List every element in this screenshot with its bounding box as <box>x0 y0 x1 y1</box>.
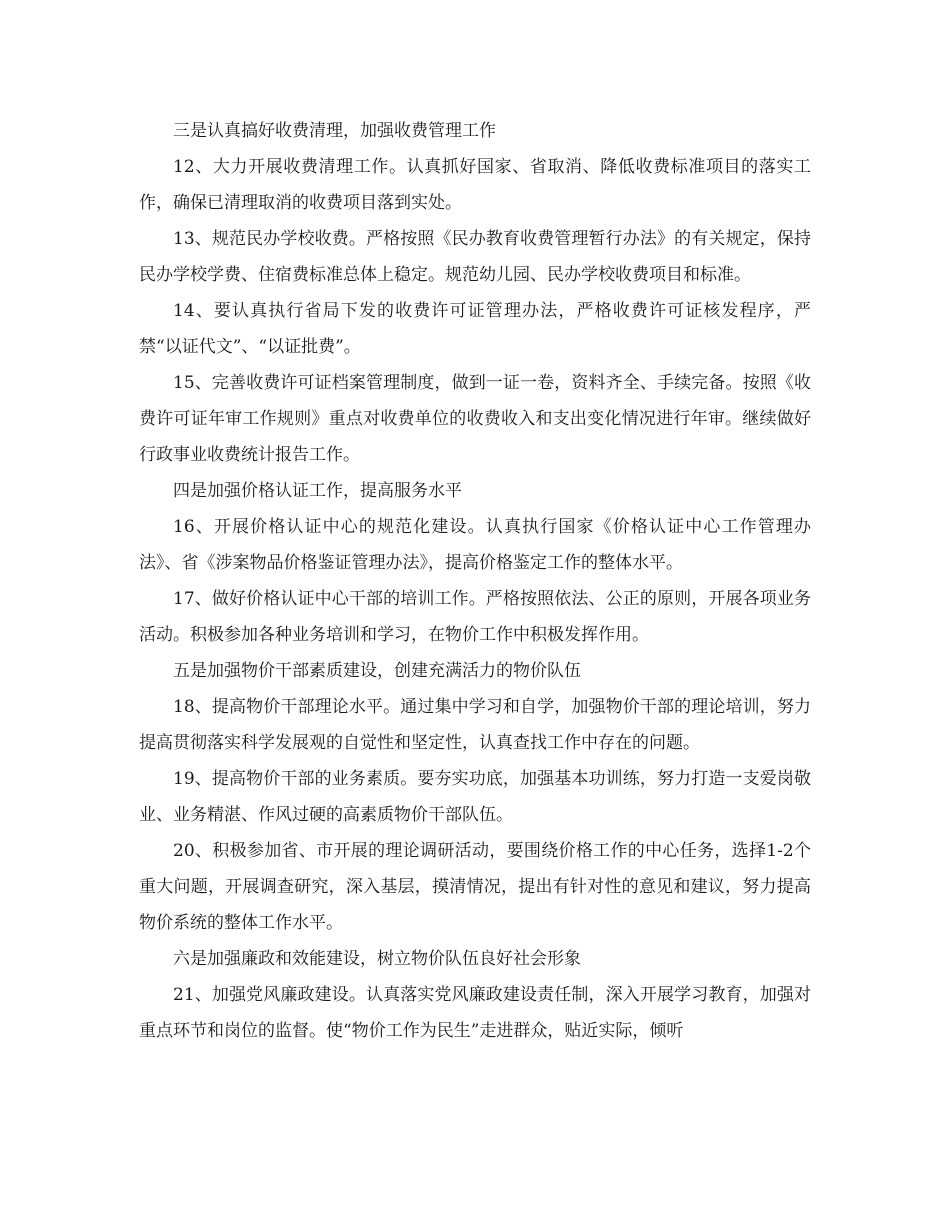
paragraph-item-13: 13、规范民办学校收费。严格按照《民办教育收费管理暂行办法》的有关规定，保持民办学校学费、住宿费标准总体上稳定。规范幼儿园、民办学校收费项目和标准。 <box>139 229 811 285</box>
document-body <box>139 113 811 1049</box>
section-heading-staff-quality: 五是加强物价干部素质建设，创建充满活力的物价队伍 <box>173 661 581 681</box>
paragraph-item-19: 19、提高物价干部的业务素质。要夯实功底，加强基本功训练，努力打造一支爱岗敬业、业务精湛、作风过硬的高素质物价干部队伍。 <box>139 769 811 825</box>
section-heading-fees: 三是认真搞好收费清理，加强收费管理工作 <box>173 121 496 141</box>
paragraph-item-17: 17、做好价格认证中心干部的培训工作。严格按照依法、公正的原则，开展各项业务活动。积极参加各种业务培训和学习，在物价工作中积极发挥作用。 <box>139 589 811 645</box>
paragraph-item-14: 14、要认真执行省局下发的收费许可证管理办法，严格收费许可证核发程序，严禁“以证代文”、“以证批费”。 <box>139 301 811 357</box>
paragraph-item-16: 16、开展价格认证中心的规范化建设。认真执行国家《价格认证中心工作管理办法》、省《涉案物品价格鉴证管理办法》，提高价格鉴定工作的整体水平。 <box>139 517 811 573</box>
paragraph-item-12: 12、大力开展收费清理工作。认真抓好国家、省取消、降低收费标准项目的落实工作，确保已清理取消的收费项目落到实处。 <box>139 157 811 213</box>
paragraph-item-20: 20、积极参加省、市开展的理论调研活动，要围绕价格工作的中心任务，选择1-2个重大问题，开展调查研究，深入基层，摸清情况，提出有针对性的意见和建议，努力提高物价系统的整体工作水平。 <box>139 841 811 933</box>
paragraph-item-21: 21、加强党风廉政建设。认真落实党风廉政建设责任制，深入开展学习教育，加强对重点环节和岗位的监督。使“物价工作为民生”走进群众，贴近实际，倾听 <box>139 985 811 1041</box>
section-heading-price-certification: 四是加强价格认证工作，提高服务水平 <box>173 481 462 501</box>
paragraph-item-18: 18、提高物价干部理论水平。通过集中学习和自学，加强物价干部的理论培训，努力提高贯彻落实科学发展观的自觉性和坚定性，认真查找工作中存在的问题。 <box>139 697 811 753</box>
paragraph-item-15: 15、完善收费许可证档案管理制度，做到一证一卷，资料齐全、手续完备。按照《收费许可证年审工作规则》重点对收费单位的收费收入和支出变化情况进行年审。继续做好行政事业收费统计报告工作。 <box>139 373 811 465</box>
section-heading-integrity: 六是加强廉政和效能建设，树立物价队伍良好社会形象 <box>173 949 581 969</box>
